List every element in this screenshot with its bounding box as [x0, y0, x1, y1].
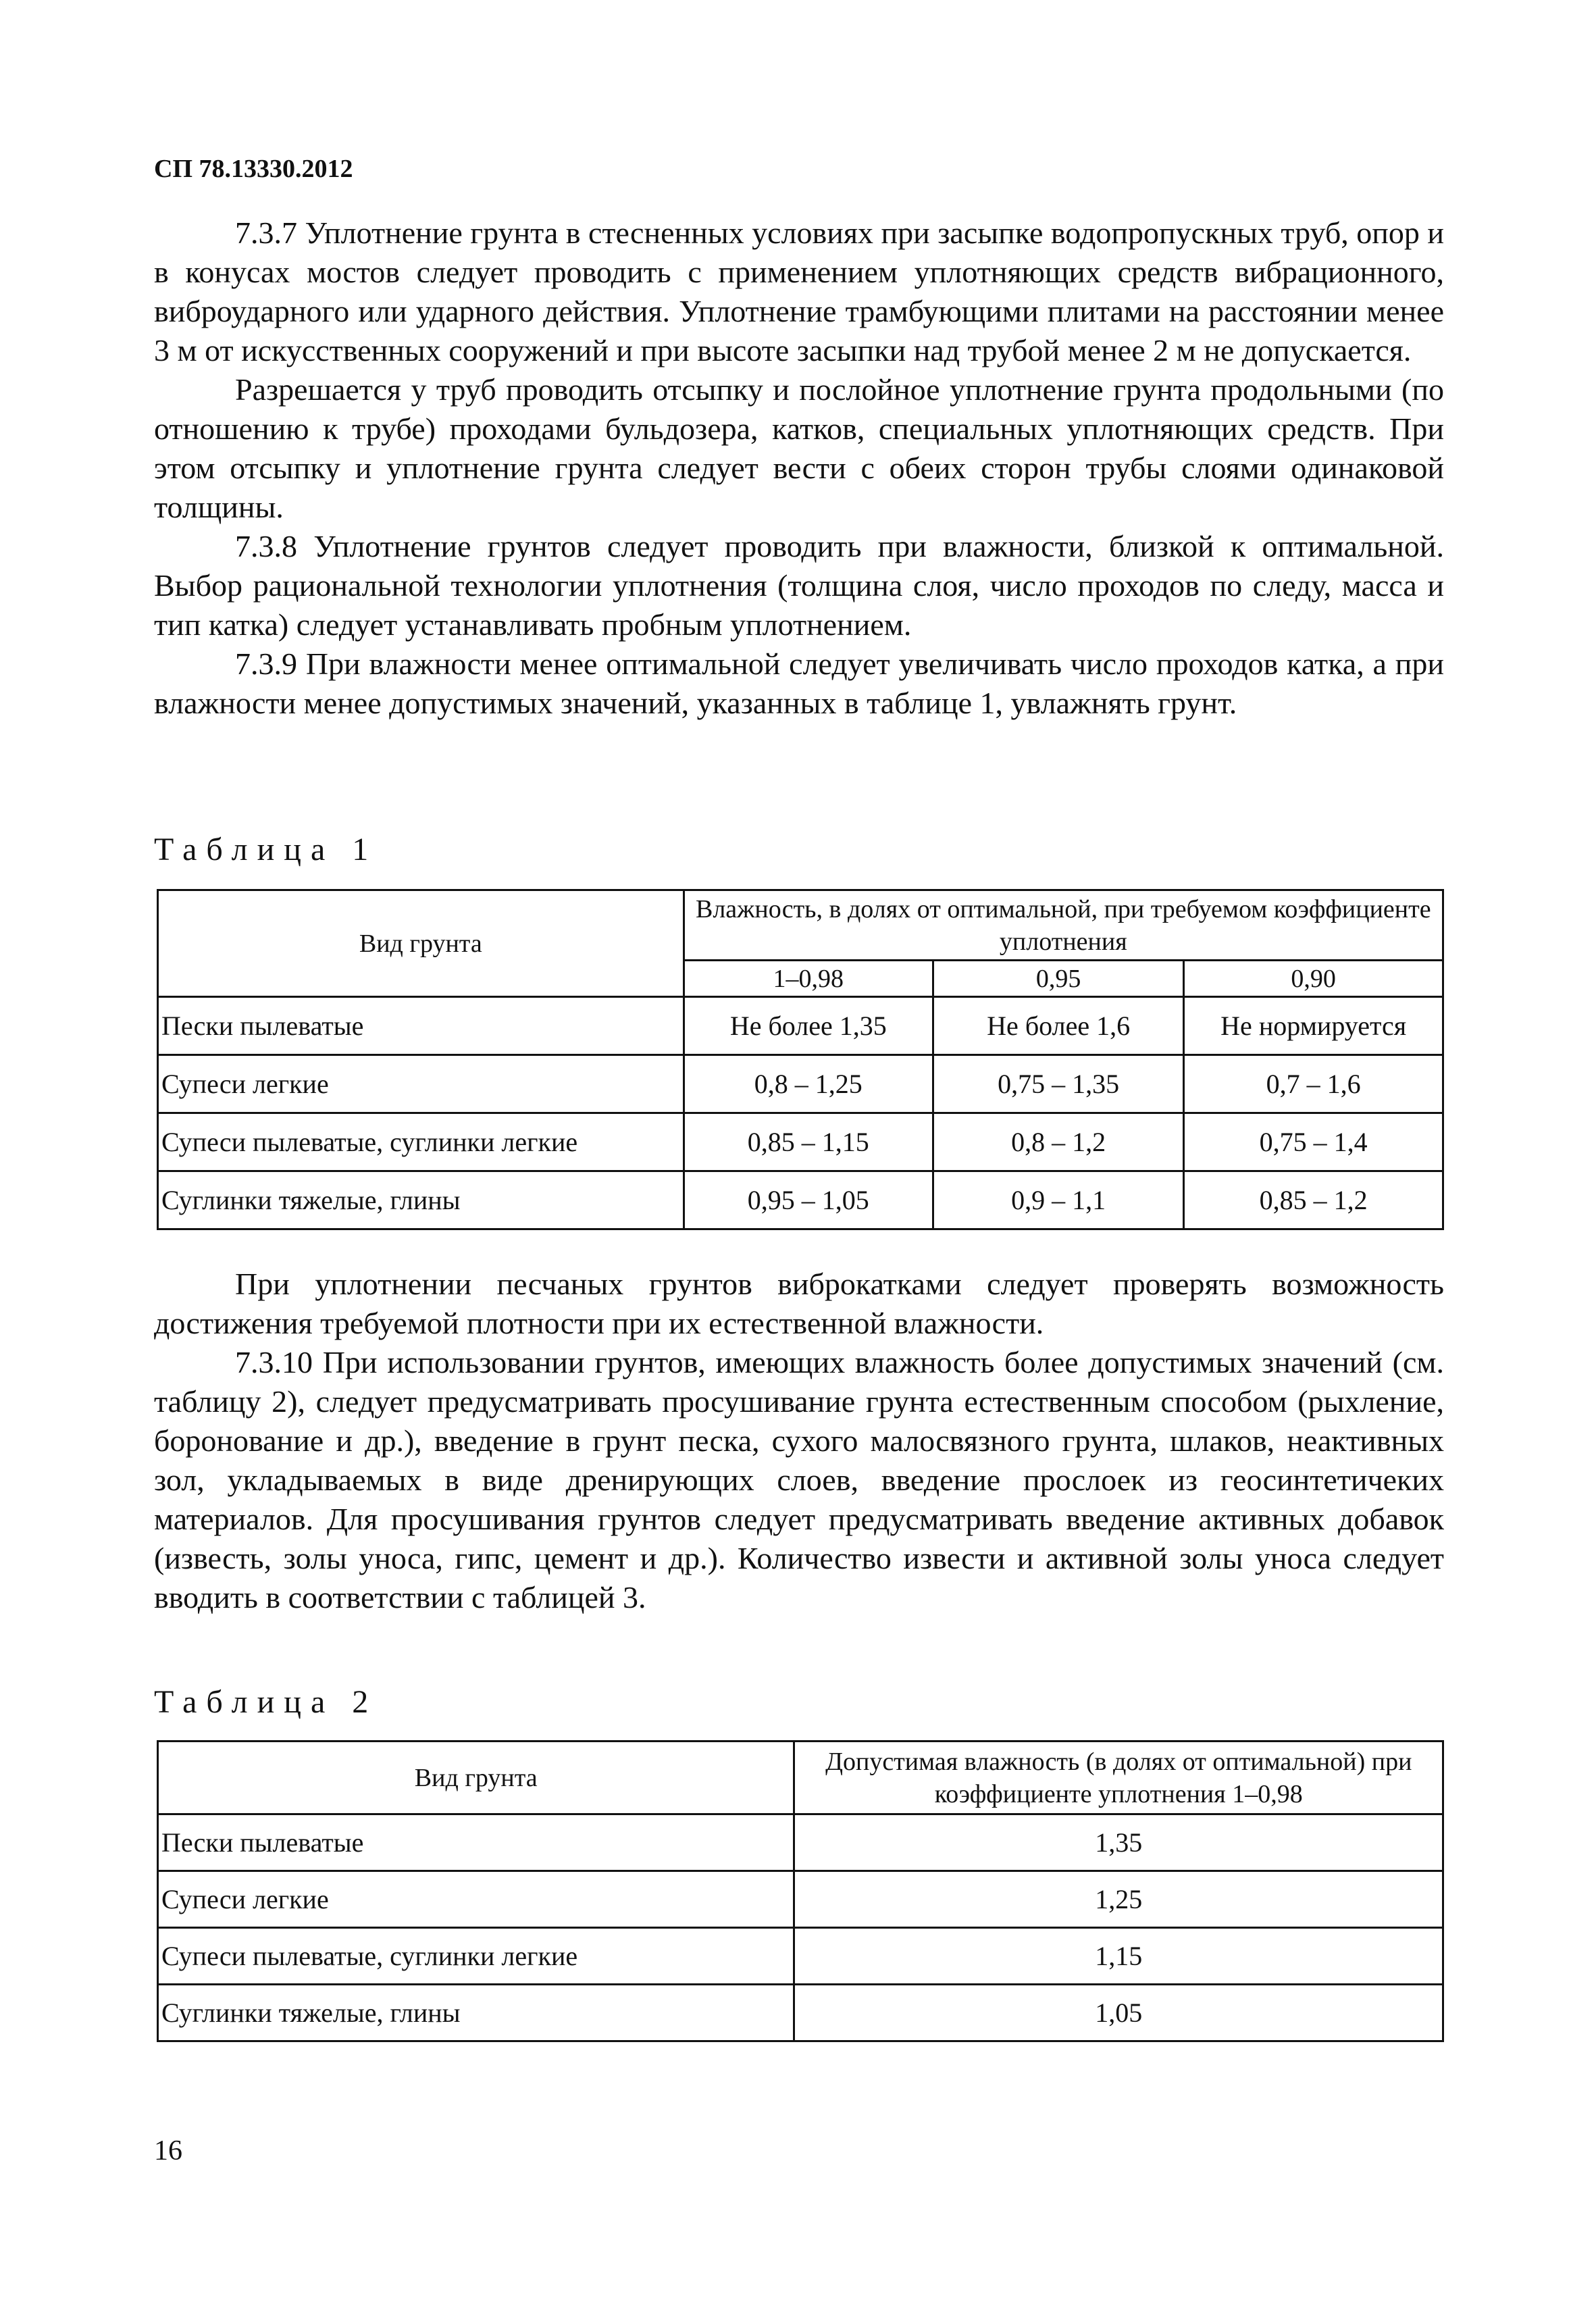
table-row [158, 1055, 1443, 1113]
table-cell: 1,05 [794, 1985, 1443, 2041]
table2-header-soil: Вид грунта [158, 1742, 794, 1814]
table-cell: 0,8 – 1,2 [933, 1113, 1183, 1171]
paragraph-7-3-8: 7.3.8 Уплотнение грунтов следует проводить при влажности, близкой к оптимальной. Выбор рациональной технологии уплотнения (толщина слоя, число проходов по следу, масса и тип катка) следует устанавливать пробным уплотнением. [154, 529, 1444, 642]
table-row [158, 1928, 1443, 1985]
table-cell-soil: Супеси пылеватые, суглинки легкие [158, 1113, 684, 1171]
page-number: 16 [154, 2135, 182, 2166]
table2-header-value: Допустимая влажность (в долях от оптимальной) при коэффициенте уплотнения 1–0,98 [794, 1742, 1443, 1814]
table-cell: 0,7 – 1,6 [1184, 1055, 1443, 1113]
table-cell-soil: Суглинки тяжелые, глины [158, 1985, 794, 2041]
document-code: СП 78.13330.2012 [154, 155, 353, 183]
table-cell: 1,35 [794, 1814, 1443, 1871]
table-cell: 0,85 – 1,15 [684, 1113, 933, 1171]
table-row [158, 1171, 1443, 1229]
table-row [158, 997, 1443, 1055]
table-cell-soil: Суглинки тяжелые, глины [158, 1171, 684, 1229]
paragraph-7-3-10: 7.3.10 При использовании грунтов, имеющих влажность более допустимых значений (см. таблицу 2), следует предусматривать просушивание грунта естественным способом (рыхление, боронование и др.), введение в грунт песка, сухого малосвязного грунта, шлаков, неактивных зол, укладываемых в виде дренирующих слоев, введение прослоек из геосинтетичеких материалов. Для просушивания грунтов следует предусматривать введение активных добавок (известь, золы уноса, гипс, цемент и др.). Количество извести и активной золы уноса следует вводить в соответствии с таблицей 3. [154, 1345, 1444, 1615]
table-cell: 1,25 [794, 1871, 1443, 1928]
table-cell: 0,95 – 1,05 [684, 1171, 933, 1229]
table1 [157, 889, 1444, 1230]
table-row [158, 1113, 1443, 1171]
table-cell: 1,15 [794, 1928, 1443, 1985]
text-block-middle [154, 1265, 1444, 1617]
table-row [158, 1985, 1443, 2041]
table-cell: 0,75 – 1,4 [1184, 1113, 1443, 1171]
paragraph-pipes: Разрешается у труб проводить отсыпку и послойное уплотнение грунта продольными (по отношению к трубе) проходами бульдозера, катков, специальных уплотняющих средств. При этом отсыпку и уплотнение грунта следует вести с обеих сторон трубы слоями одинаковой толщины. [154, 372, 1444, 524]
table-cell: 0,75 – 1,35 [933, 1055, 1183, 1113]
table-cell: 0,9 – 1,1 [933, 1171, 1183, 1229]
table1-header-group: Влажность, в долях от оптимальной, при требуемом коэффициенте уплотнения [684, 890, 1443, 961]
table2 [157, 1740, 1444, 2042]
table-cell: Не более 1,35 [684, 997, 933, 1055]
table-row [158, 1871, 1443, 1928]
table1-header-soil: Вид грунта [158, 890, 684, 997]
table1-subheader: 0,90 [1184, 961, 1443, 997]
paragraph-vibro: При уплотнении песчаных грунтов виброкатками следует проверять возможность достижения требуемой плотности при их естественной влажности. [154, 1267, 1444, 1340]
table1-subheader: 0,95 [933, 961, 1183, 997]
table-cell-soil: Супеси легкие [158, 1055, 684, 1113]
table-row [158, 1814, 1443, 1871]
table-cell-soil: Супеси легкие [158, 1871, 794, 1928]
table2-caption: Таблица 2 [154, 1684, 378, 1720]
paragraph-7-3-7: 7.3.7 Уплотнение грунта в стесненных условиях при засыпке водопропускных труб, опор и в конусах мостов следует проводить с применением уплотняющих средств вибрационного, виброударного или ударного действия. Уплотнение трамбующими плитами на расстоянии менее 3 м от искусственных сооружений и при высоте засыпки над трубой менее 2 м не допускается. [154, 215, 1444, 367]
table-cell: Не нормируется [1184, 997, 1443, 1055]
table1-caption: Таблица 1 [154, 832, 378, 867]
table-cell-soil: Пески пылеватые [158, 997, 684, 1055]
table-cell-soil: Супеси пылеватые, суглинки легкие [158, 1928, 794, 1985]
table-cell: 0,85 – 1,2 [1184, 1171, 1443, 1229]
table1-subheader: 1–0,98 [684, 961, 933, 997]
table-cell: Не более 1,6 [933, 997, 1183, 1055]
table-cell-soil: Пески пылеватые [158, 1814, 794, 1871]
table-cell: 0,8 – 1,25 [684, 1055, 933, 1113]
paragraph-7-3-9: 7.3.9 При влажности менее оптимальной следует увеличивать число проходов катка, а при влажности менее допустимых значений, указанных в таблице 1, увлажнять грунт. [154, 646, 1444, 720]
text-block-top [154, 213, 1444, 723]
